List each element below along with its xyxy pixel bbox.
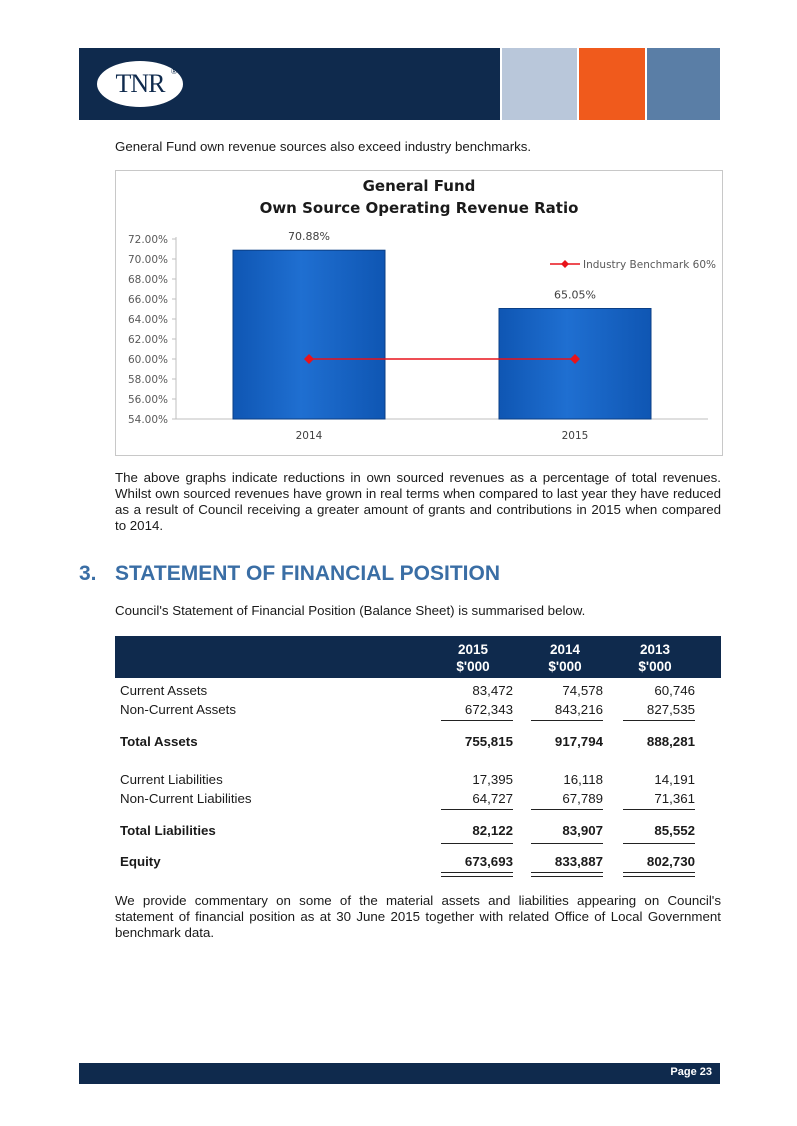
y-tick-label: 70.00%: [127, 254, 168, 266]
y-tick-label: 72.00%: [127, 234, 168, 246]
legend-label: Industry Benchmark 60%: [583, 259, 717, 271]
table-row: [115, 683, 721, 701]
table-row-total-liabilities: [115, 823, 721, 841]
table-row-equity: [115, 854, 721, 872]
column-header-2013: 2013 $'000: [638, 642, 672, 674]
subtotal-rule: [531, 720, 603, 721]
section-heading: [79, 562, 500, 586]
cell-2014: 83,907: [562, 823, 603, 838]
table-intro: Council's Statement of Financial Position (Balance Sheet) is summarised below.: [115, 603, 586, 618]
page-number: Page 23: [670, 1066, 712, 1078]
cell-2014: 833,887: [554, 854, 603, 869]
cell-2014: 67,789: [562, 791, 603, 806]
row-label: Current Liabilities: [120, 772, 223, 787]
cell-2014: 16,118: [563, 772, 603, 787]
subtotal-rule: [623, 809, 695, 810]
x-tick-label: 2014: [295, 430, 323, 442]
table-row: [115, 702, 721, 720]
bar-2014: [233, 250, 385, 419]
y-tick-label: 62.00%: [127, 334, 168, 346]
y-tick-label: 68.00%: [127, 274, 168, 286]
cell-2015: 672,343: [464, 702, 513, 717]
cell-2013: 888,281: [646, 734, 695, 749]
cell-2013: 802,730: [646, 854, 695, 869]
y-tick-label: 56.00%: [127, 394, 168, 406]
total-rule: [623, 843, 695, 844]
cell-2015: 83,472: [472, 683, 513, 698]
row-label: Non-Current Assets: [120, 702, 237, 717]
cell-2015: 64,727: [472, 791, 513, 806]
header-light-block: [502, 48, 577, 120]
bar-value-label: 70.88%: [288, 230, 330, 244]
table-row: [115, 772, 721, 790]
bar-value-label: 65.05%: [554, 288, 596, 302]
total-rule: [441, 843, 513, 844]
cell-2014: 74,578: [562, 683, 603, 698]
row-label: Total Assets: [120, 734, 198, 749]
chart-subtitle: Own Source Operating Revenue Ratio: [259, 199, 579, 217]
revenue-ratio-chart: [115, 170, 723, 456]
y-tick-label: 66.00%: [127, 294, 168, 306]
y-tick-label: 54.00%: [127, 414, 168, 426]
logo-text: TNR: [115, 69, 165, 98]
column-header-2015: 2015 $'000: [456, 642, 490, 674]
grand-total-rule: [441, 872, 513, 877]
y-tick-label: 58.00%: [127, 374, 168, 386]
chart-svg: [116, 171, 722, 455]
row-label: Total Liabilities: [120, 823, 216, 838]
header-banner: [79, 48, 720, 120]
cell-2013: 85,552: [654, 823, 695, 838]
y-tick-label: 64.00%: [127, 314, 168, 326]
grand-total-rule: [623, 872, 695, 877]
page-footer: [79, 1063, 720, 1084]
cell-2014: 843,216: [554, 702, 603, 717]
subtotal-rule: [441, 720, 513, 721]
row-label: Equity: [120, 854, 161, 869]
y-tick-label: 60.00%: [127, 354, 168, 366]
logo-registered-mark: ®: [171, 67, 177, 76]
chart-commentary: The above graphs indicate reductions in own sourced revenues as a percentage of total revenues. Whilst own sourced revenues have grown in real terms when compared to last year they have reduced as a result of Council receiving a greater amount of grants and contributions in 2015 when compared to 2014.: [115, 470, 721, 533]
header-navy-block: [79, 48, 500, 120]
x-tick-label: 2015: [561, 430, 589, 442]
cell-2013: 60,746: [654, 683, 695, 698]
header-steel-block: [647, 48, 720, 120]
cell-2013: 71,361: [654, 791, 695, 806]
row-label: Non-Current Liabilities: [120, 791, 252, 806]
table-header: [115, 636, 721, 678]
table-row-total-assets: [115, 734, 721, 752]
grand-total-rule: [531, 872, 603, 877]
total-rule: [531, 843, 603, 844]
subtotal-rule: [623, 720, 695, 721]
subtotal-rule: [441, 809, 513, 810]
section-number: 3.: [79, 562, 97, 585]
chart-title: General Fund: [362, 177, 476, 195]
header-orange-block: [579, 48, 645, 120]
cell-2015: 673,693: [464, 854, 513, 869]
cell-2013: 827,535: [646, 702, 695, 717]
cell-2014: 917,794: [554, 734, 603, 749]
legend-marker: [561, 260, 569, 268]
closing-commentary: We provide commentary on some of the material assets and liabilities appearing on Council's statement of financial position as at 30 June 2015 together with related Office of Local Government benchmark data.: [115, 893, 721, 940]
tnr-logo: [97, 61, 183, 107]
column-header-2014: 2014 $'000: [548, 642, 582, 674]
cell-2013: 14,191: [654, 772, 695, 787]
section-title: STATEMENT OF FINANCIAL POSITION: [115, 562, 500, 585]
subtotal-rule: [531, 809, 603, 810]
cell-2015: 755,815: [464, 734, 513, 749]
intro-text: General Fund own revenue sources also exceed industry benchmarks.: [115, 139, 532, 154]
row-label: Current Assets: [120, 683, 208, 698]
cell-2015: 17,395: [472, 772, 513, 787]
cell-2015: 82,122: [472, 823, 513, 838]
table-row: [115, 791, 721, 809]
